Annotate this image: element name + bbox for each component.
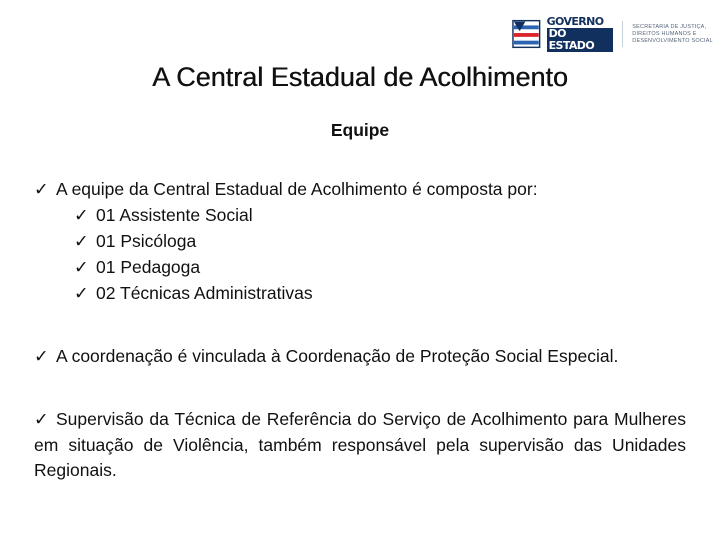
logo-line-2: DO ESTADO <box>547 28 614 52</box>
supervision-item <box>34 407 686 483</box>
team-item <box>34 229 686 255</box>
coordination-item <box>34 344 686 370</box>
intro-text: A equipe da Central Estadual de Acolhimento é composta por: <box>56 179 538 199</box>
team-item-text: 02 Técnicas Administrativas <box>96 283 313 303</box>
supervision-text: Supervisão da Técnica de Referência do Serviço de Acolhimento para Mulheres em situação de Violência, também responsável pela supervisão das Unidades Regionais. <box>34 409 686 480</box>
team-item <box>34 281 686 307</box>
checkmark-icon: ✓ <box>74 284 89 304</box>
team-item <box>34 255 686 281</box>
checkmark-icon: ✓ <box>34 180 49 200</box>
checkmark-icon: ✓ <box>74 258 89 278</box>
intro-item <box>34 177 686 203</box>
logo-department-text: SECRETARIA DE JUSTIÇA, DIREITOS HUMANOS E DESENVOLVIMENTO SOCIAL <box>632 23 713 44</box>
checkmark-icon: ✓ <box>74 206 89 226</box>
team-item-text: 01 Pedagoga <box>96 257 201 277</box>
slide-subtitle: Equipe <box>330 120 390 140</box>
slide-body <box>34 177 686 483</box>
logo-line-1: GOVERNO <box>546 15 604 28</box>
team-item-text: 01 Assistente Social <box>96 205 253 225</box>
team-item-text: 01 Psicóloga <box>96 231 197 251</box>
government-logo <box>512 16 720 52</box>
team-item <box>34 203 686 229</box>
coordination-text: A coordenação é vinculada à Coordenação de Proteção Social Especial. <box>56 346 619 366</box>
bahia-flag-icon <box>512 19 541 49</box>
slide-title: A Central Estadual de Acolhimento <box>152 62 568 92</box>
logo-wordmark <box>547 16 614 52</box>
checkmark-icon: ✓ <box>34 410 49 430</box>
checkmark-icon: ✓ <box>34 347 49 367</box>
checkmark-icon: ✓ <box>74 232 89 252</box>
logo-divider <box>622 21 623 47</box>
